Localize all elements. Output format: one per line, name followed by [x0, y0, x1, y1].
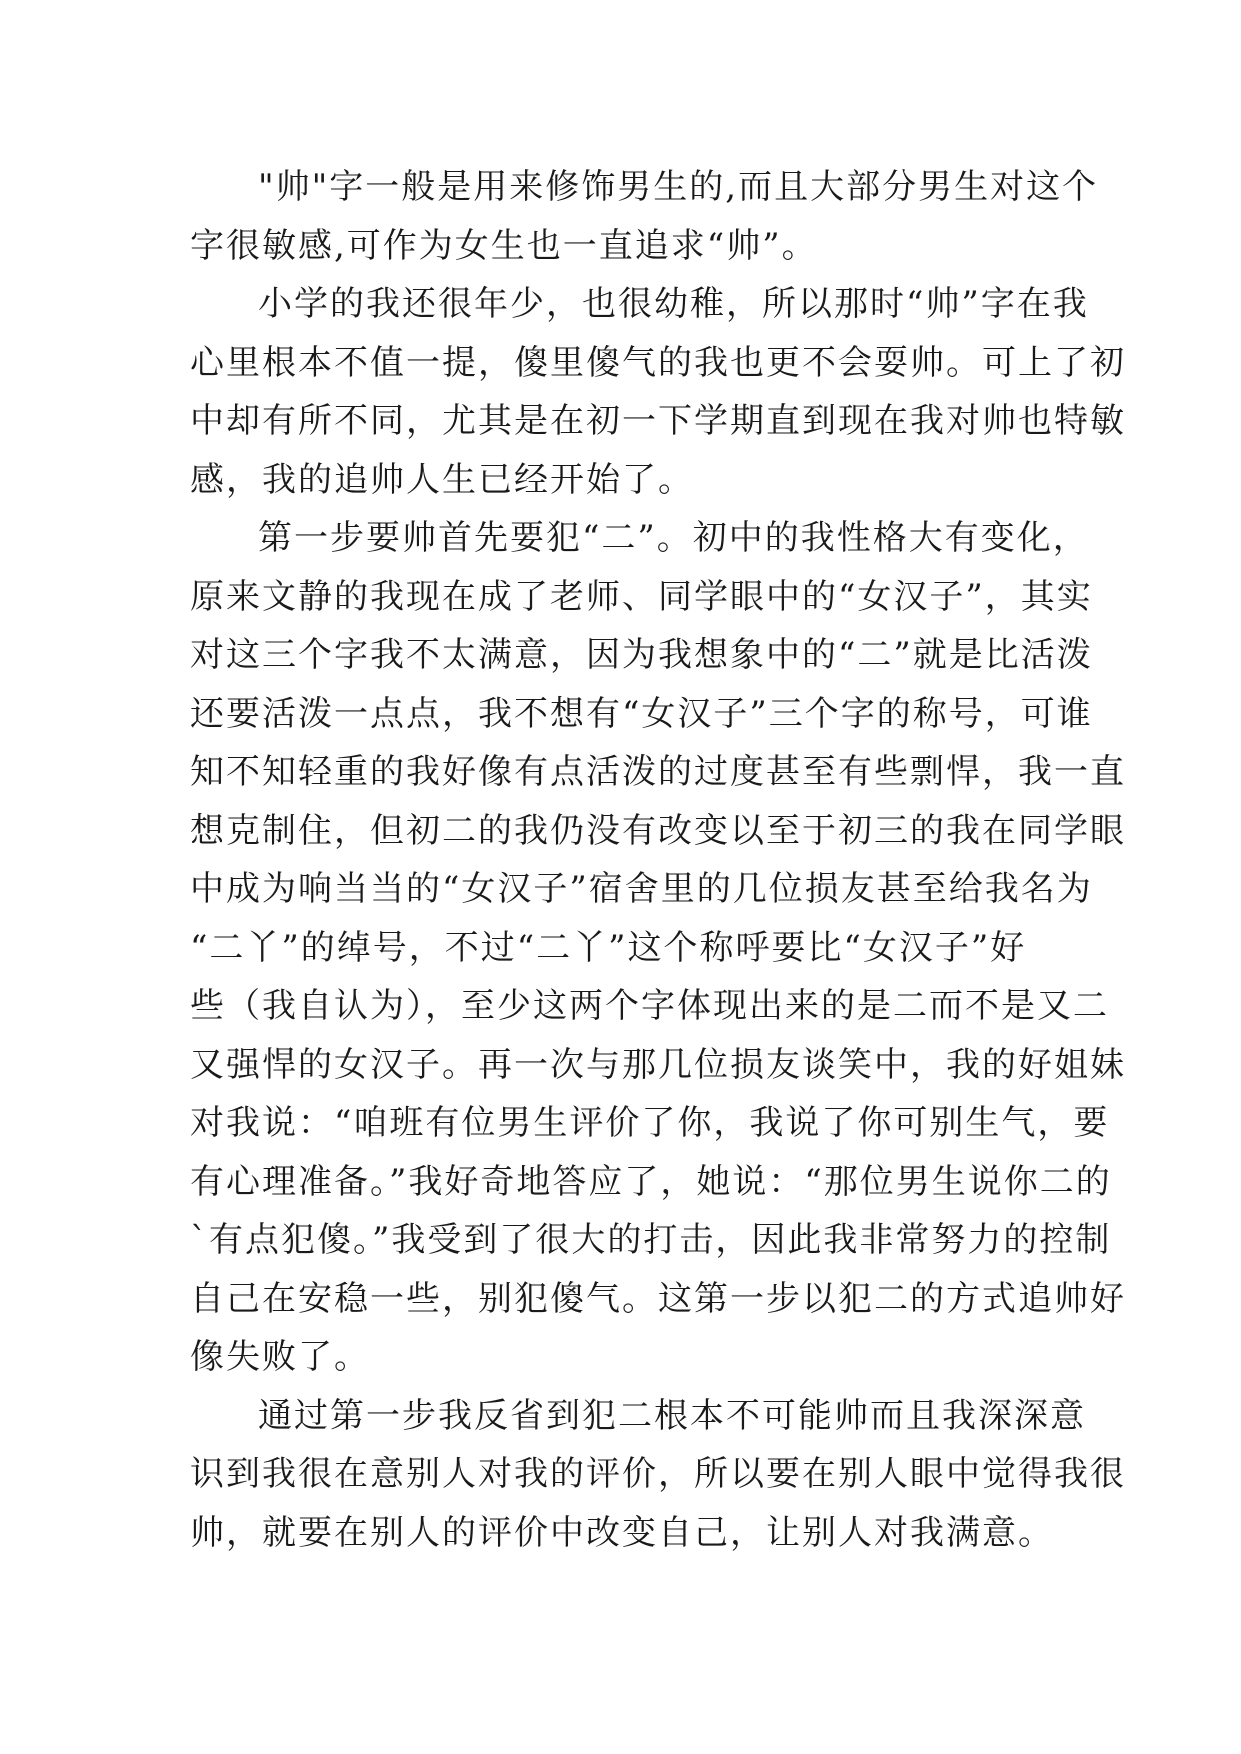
text-line: 知不知轻重的我好像有点活泼的过度甚至有些剽悍，我一直 [190, 752, 1126, 792]
paragraph-1 [190, 158, 1099, 275]
paragraph-3 [190, 509, 1126, 1387]
text-line: 小学的我还很年少，也很幼稚，所以那时“帅”字在我 [258, 284, 1089, 324]
text-line: 自己在安稳一些，别犯傻气。这第一步以犯二的方式追帅好 [190, 1278, 1126, 1319]
text-line: 像失败了。 [190, 1337, 370, 1377]
text-line: 有心理准备。”我好奇地答应了，她说：“那位男生说你二的 [190, 1161, 1112, 1202]
text-line: 帅，就要在别人的评价中改变自己，让别人对我满意。 [190, 1512, 1054, 1553]
text-line: `有点犯傻。”我受到了很大的打击，因此我非常努力的控制 [190, 1220, 1112, 1260]
essay-body [190, 158, 1126, 1562]
text-line: 中成为响当当的“女汉子”宿舍里的几位损友甚至给我名为 [190, 869, 1093, 909]
text-line: 通过第一步我反省到犯二根本不可能帅而且我深深意 [258, 1395, 1086, 1436]
text-line: 感，我的追帅人生已经开始了。 [190, 459, 694, 500]
text-line: 心里根本不值一提，傻里傻气的我也更不会耍帅。可上了初 [190, 342, 1126, 383]
text-line: 又强悍的女汉子。再一次与那几位损友谈笑中，我的好姐妹 [190, 1044, 1126, 1085]
text-line: 还要活泼一点点，我不想有“女汉子”三个字的称号，可谁 [190, 693, 1093, 734]
text-line: 识到我很在意别人对我的评价，所以要在别人眼中觉得我很 [190, 1454, 1126, 1494]
paragraph-2 [190, 275, 1126, 509]
text-line: 些（我自认为），至少这两个字体现出来的是二而不是又二 [190, 986, 1109, 1026]
text-line: "帅"字一般是用来修饰男生的,而且大部分男生对这个 [258, 167, 1099, 207]
text-line: “二丫”的绰号，不过“二丫”这个称呼要比“女汉子”好 [190, 927, 1027, 968]
text-line: 第一步要帅首先要犯“二”。初中的我性格大有变化， [258, 518, 1089, 558]
text-line: 对这三个字我不太满意，因为我想象中的“二”就是比活泼 [190, 635, 1093, 675]
text-line: 想克制住，但初二的我仍没有改变以至于初三的我在同学眼 [190, 810, 1126, 851]
text-line: 字很敏感,可作为女生也一直追求“帅”。 [190, 225, 818, 266]
paragraph-4 [190, 1387, 1126, 1563]
text-line: 对我说：“咱班有位男生评价了你，我说了你可别生气，要 [190, 1103, 1110, 1143]
text-line: 原来文静的我现在成了老师、同学眼中的“女汉子”，其实 [190, 576, 1093, 617]
text-line: 中却有所不同，尤其是在初一下学期直到现在我对帅也特敏 [190, 401, 1126, 441]
